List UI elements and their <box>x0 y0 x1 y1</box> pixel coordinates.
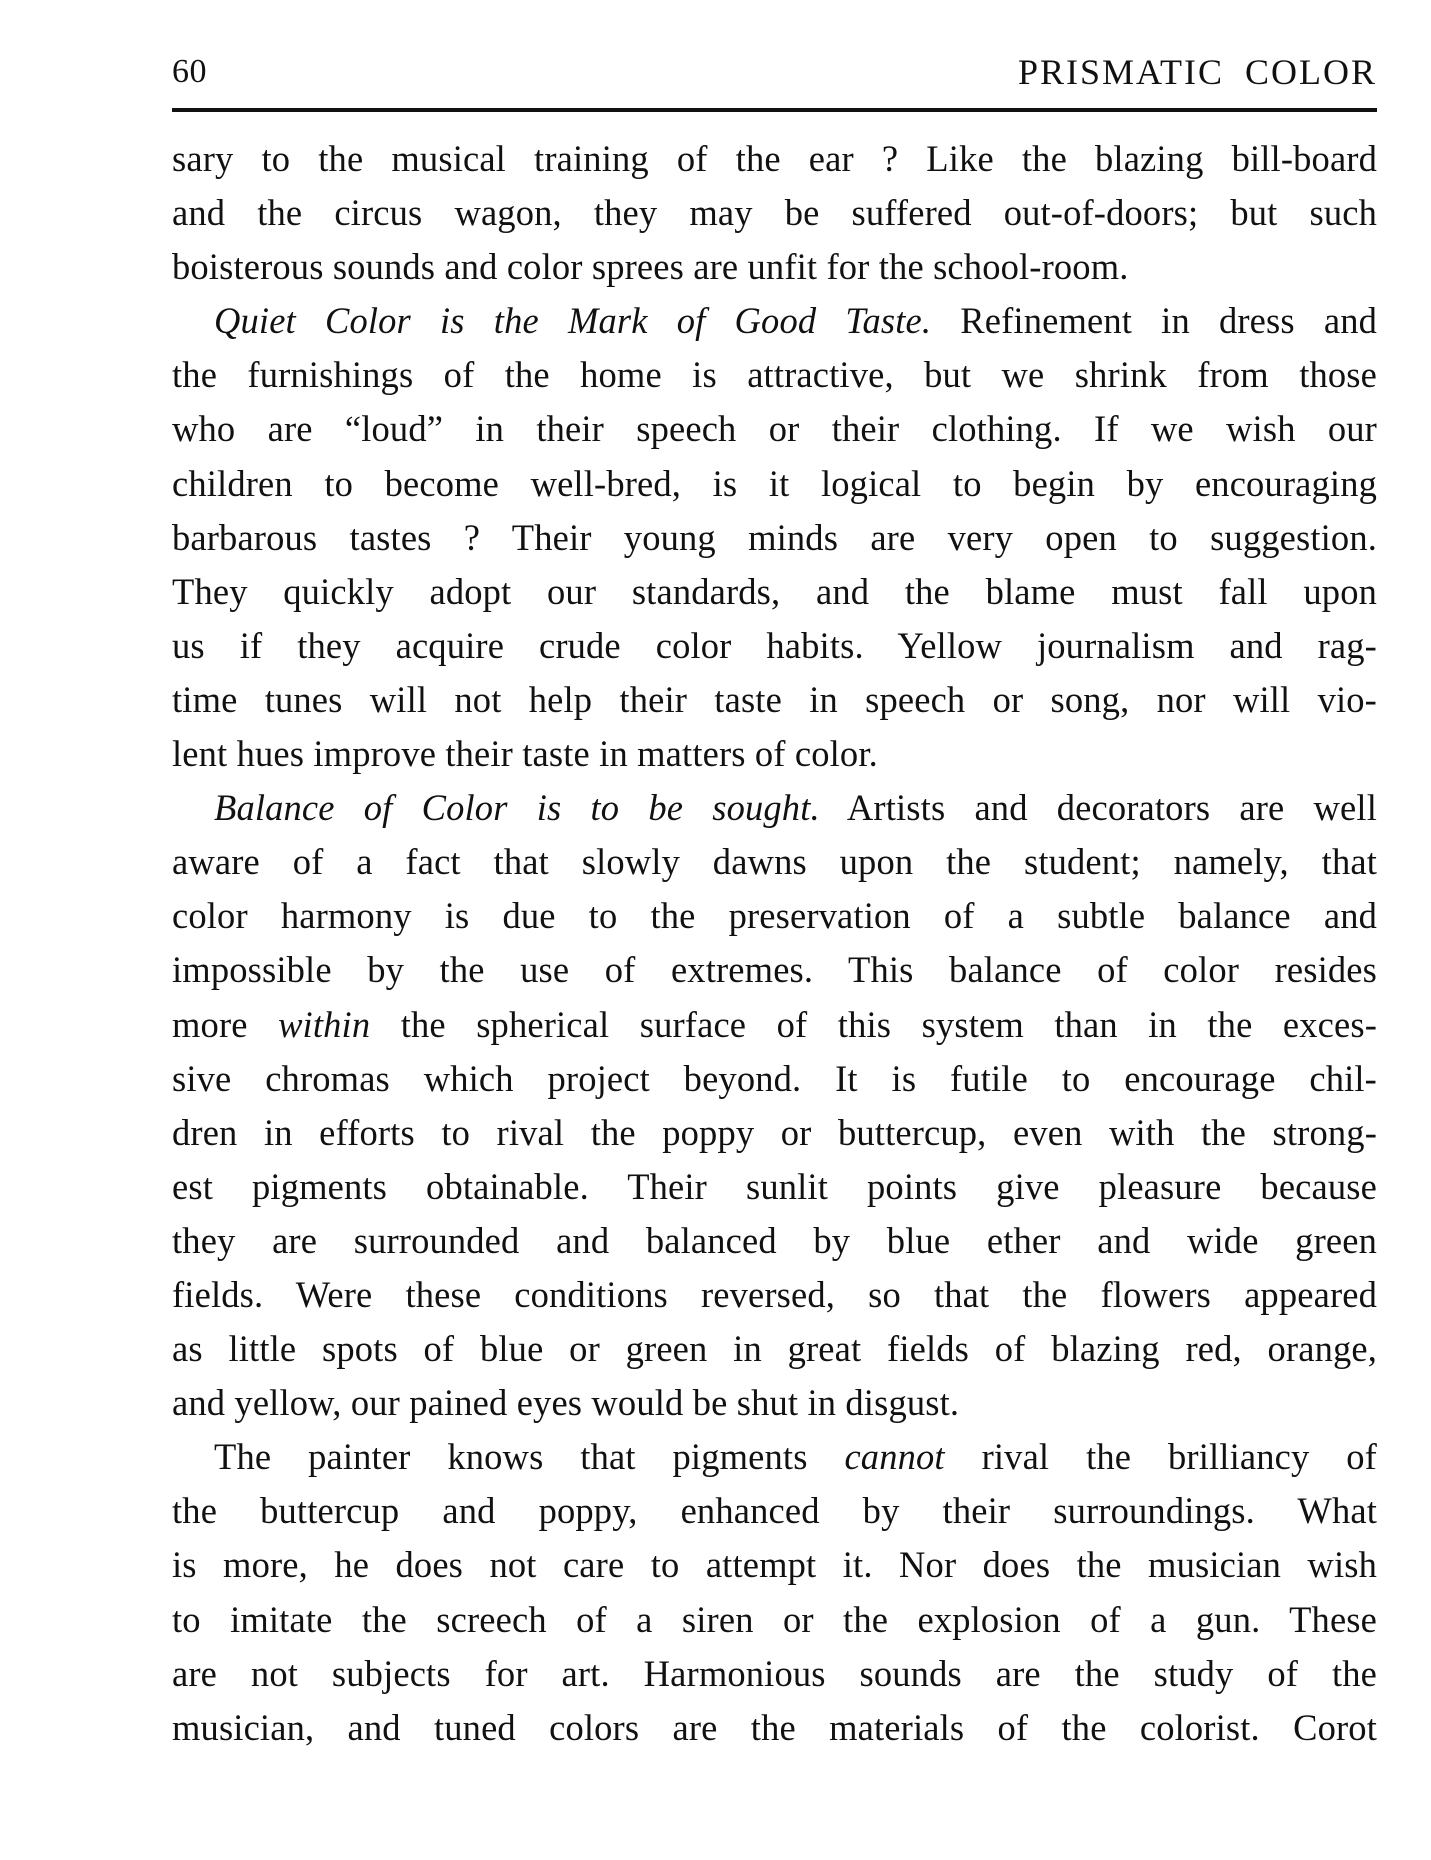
text-segment: They quickly adopt our standards, and the blame must fall upon <box>172 570 1377 612</box>
text-line <box>172 1701 1377 1755</box>
text-line <box>172 1376 1377 1430</box>
paragraph <box>172 294 1377 781</box>
text-line <box>172 889 1377 943</box>
text-segment: as little spots of blue or green in great fields of blazing red, orange, <box>172 1328 1377 1370</box>
text-line <box>172 1538 1377 1592</box>
italic-phrase: cannot <box>844 1436 945 1478</box>
text-segment: the spherical surface of this system than in the exces- <box>370 1003 1377 1045</box>
text-line <box>172 565 1377 619</box>
text-segment: The painter knows that pigments <box>214 1436 845 1478</box>
text-segment: aware of a fact that slowly dawns upon the student; namely, that <box>172 841 1377 883</box>
text-segment: barbarous tastes ? Their young minds are very open to suggestion. <box>172 516 1377 558</box>
text-segment: are not subjects for art. Harmonious sounds are the study of the <box>172 1652 1377 1694</box>
text-line <box>172 1647 1377 1701</box>
text-line <box>172 1430 1377 1484</box>
text-line <box>172 1052 1377 1106</box>
running-title: PRISMATIC COLOR <box>1017 52 1377 92</box>
text-segment: color harmony is due to the preservation of a subtle balance and <box>172 895 1377 937</box>
text-segment: est pigments obtainable. Their sunlit points give pleasure because <box>172 1165 1377 1207</box>
text-line <box>172 781 1377 835</box>
text-line <box>172 619 1377 673</box>
text-line <box>172 1160 1377 1214</box>
text-segment: fields. Were these conditions reversed, so that the flowers appeared <box>172 1273 1377 1315</box>
text-segment: is more, he does not care to attempt it. Nor does the musician wish <box>172 1544 1377 1586</box>
paragraph <box>172 132 1377 294</box>
text-line <box>172 457 1377 511</box>
paragraph <box>172 781 1377 1430</box>
text-segment: us if they acquire crude color habits. Yellow journalism and rag- <box>172 624 1377 666</box>
text-line <box>172 348 1377 402</box>
text-segment: who are “loud” in their speech or their clothing. If we wish our <box>172 408 1377 450</box>
running-head <box>172 48 1377 92</box>
text-line <box>172 1268 1377 1322</box>
text-segment: dren in efforts to rival the poppy or buttercup, even with the strong- <box>172 1111 1377 1153</box>
text-line <box>172 186 1377 240</box>
text-line <box>172 943 1377 997</box>
text-segment: children to become well-bred, is it logical to begin by encouraging <box>172 462 1377 504</box>
text-segment: more <box>172 1003 279 1045</box>
text-line <box>172 402 1377 456</box>
italic-phrase: Balance of Color is to be sought. <box>214 787 820 829</box>
text-segment: sive chromas which project beyond. It is futile to encourage chil- <box>172 1057 1377 1099</box>
text-line <box>172 727 1377 781</box>
text-segment: sary to the musical training of the ear ? Like the blazing bill-board <box>172 138 1377 179</box>
text-segment: boisterous sounds and color sprees are unfit for the school-room. <box>172 246 1129 288</box>
text-line <box>172 1214 1377 1268</box>
text-line <box>172 240 1377 294</box>
paragraph <box>172 1430 1377 1755</box>
text-segment: and yellow, our pained eyes would be shut in disgust. <box>172 1382 960 1424</box>
text-segment: lent hues improve their taste in matters of color. <box>172 733 878 775</box>
text-segment: time tunes will not help their taste in speech or song, nor will vio- <box>172 678 1377 720</box>
text-line <box>172 1593 1377 1647</box>
page-number: 60 <box>172 53 207 90</box>
text-line <box>172 998 1377 1052</box>
text-line <box>172 294 1377 348</box>
text-segment: they are surrounded and balanced by blue ether and wide green <box>172 1219 1377 1261</box>
text-line <box>172 673 1377 727</box>
text-line <box>172 511 1377 565</box>
text-segment: rival the brilliancy of <box>944 1436 1377 1478</box>
text-segment: the buttercup and poppy, enhanced by their surroundings. What <box>172 1490 1377 1532</box>
italic-phrase: Quiet Color is the Mark of Good Taste. <box>214 300 932 342</box>
text-segment: to imitate the screech of a siren or the explosion of a gun. These <box>172 1598 1377 1640</box>
italic-phrase: within <box>278 1003 371 1045</box>
text-line <box>172 1322 1377 1376</box>
text-segment: musician, and tuned colors are the materials of the colorist. Corot <box>172 1706 1377 1748</box>
text-line <box>172 1484 1377 1538</box>
text-line <box>172 1106 1377 1160</box>
text-segment: and the circus wagon, they may be suffered out-of-doors; but such <box>172 192 1377 234</box>
text-segment: Refinement in dress and <box>931 300 1377 342</box>
header-rule <box>172 108 1377 112</box>
text-segment: Artists and decorators are well <box>819 787 1377 829</box>
text-line <box>172 132 1377 186</box>
text-segment: the furnishings of the home is attractive, but we shrink from those <box>172 354 1377 396</box>
body-text <box>172 132 1377 1755</box>
text-segment: impossible by the use of extremes. This balance of color resides <box>172 949 1377 991</box>
text-line <box>172 835 1377 889</box>
